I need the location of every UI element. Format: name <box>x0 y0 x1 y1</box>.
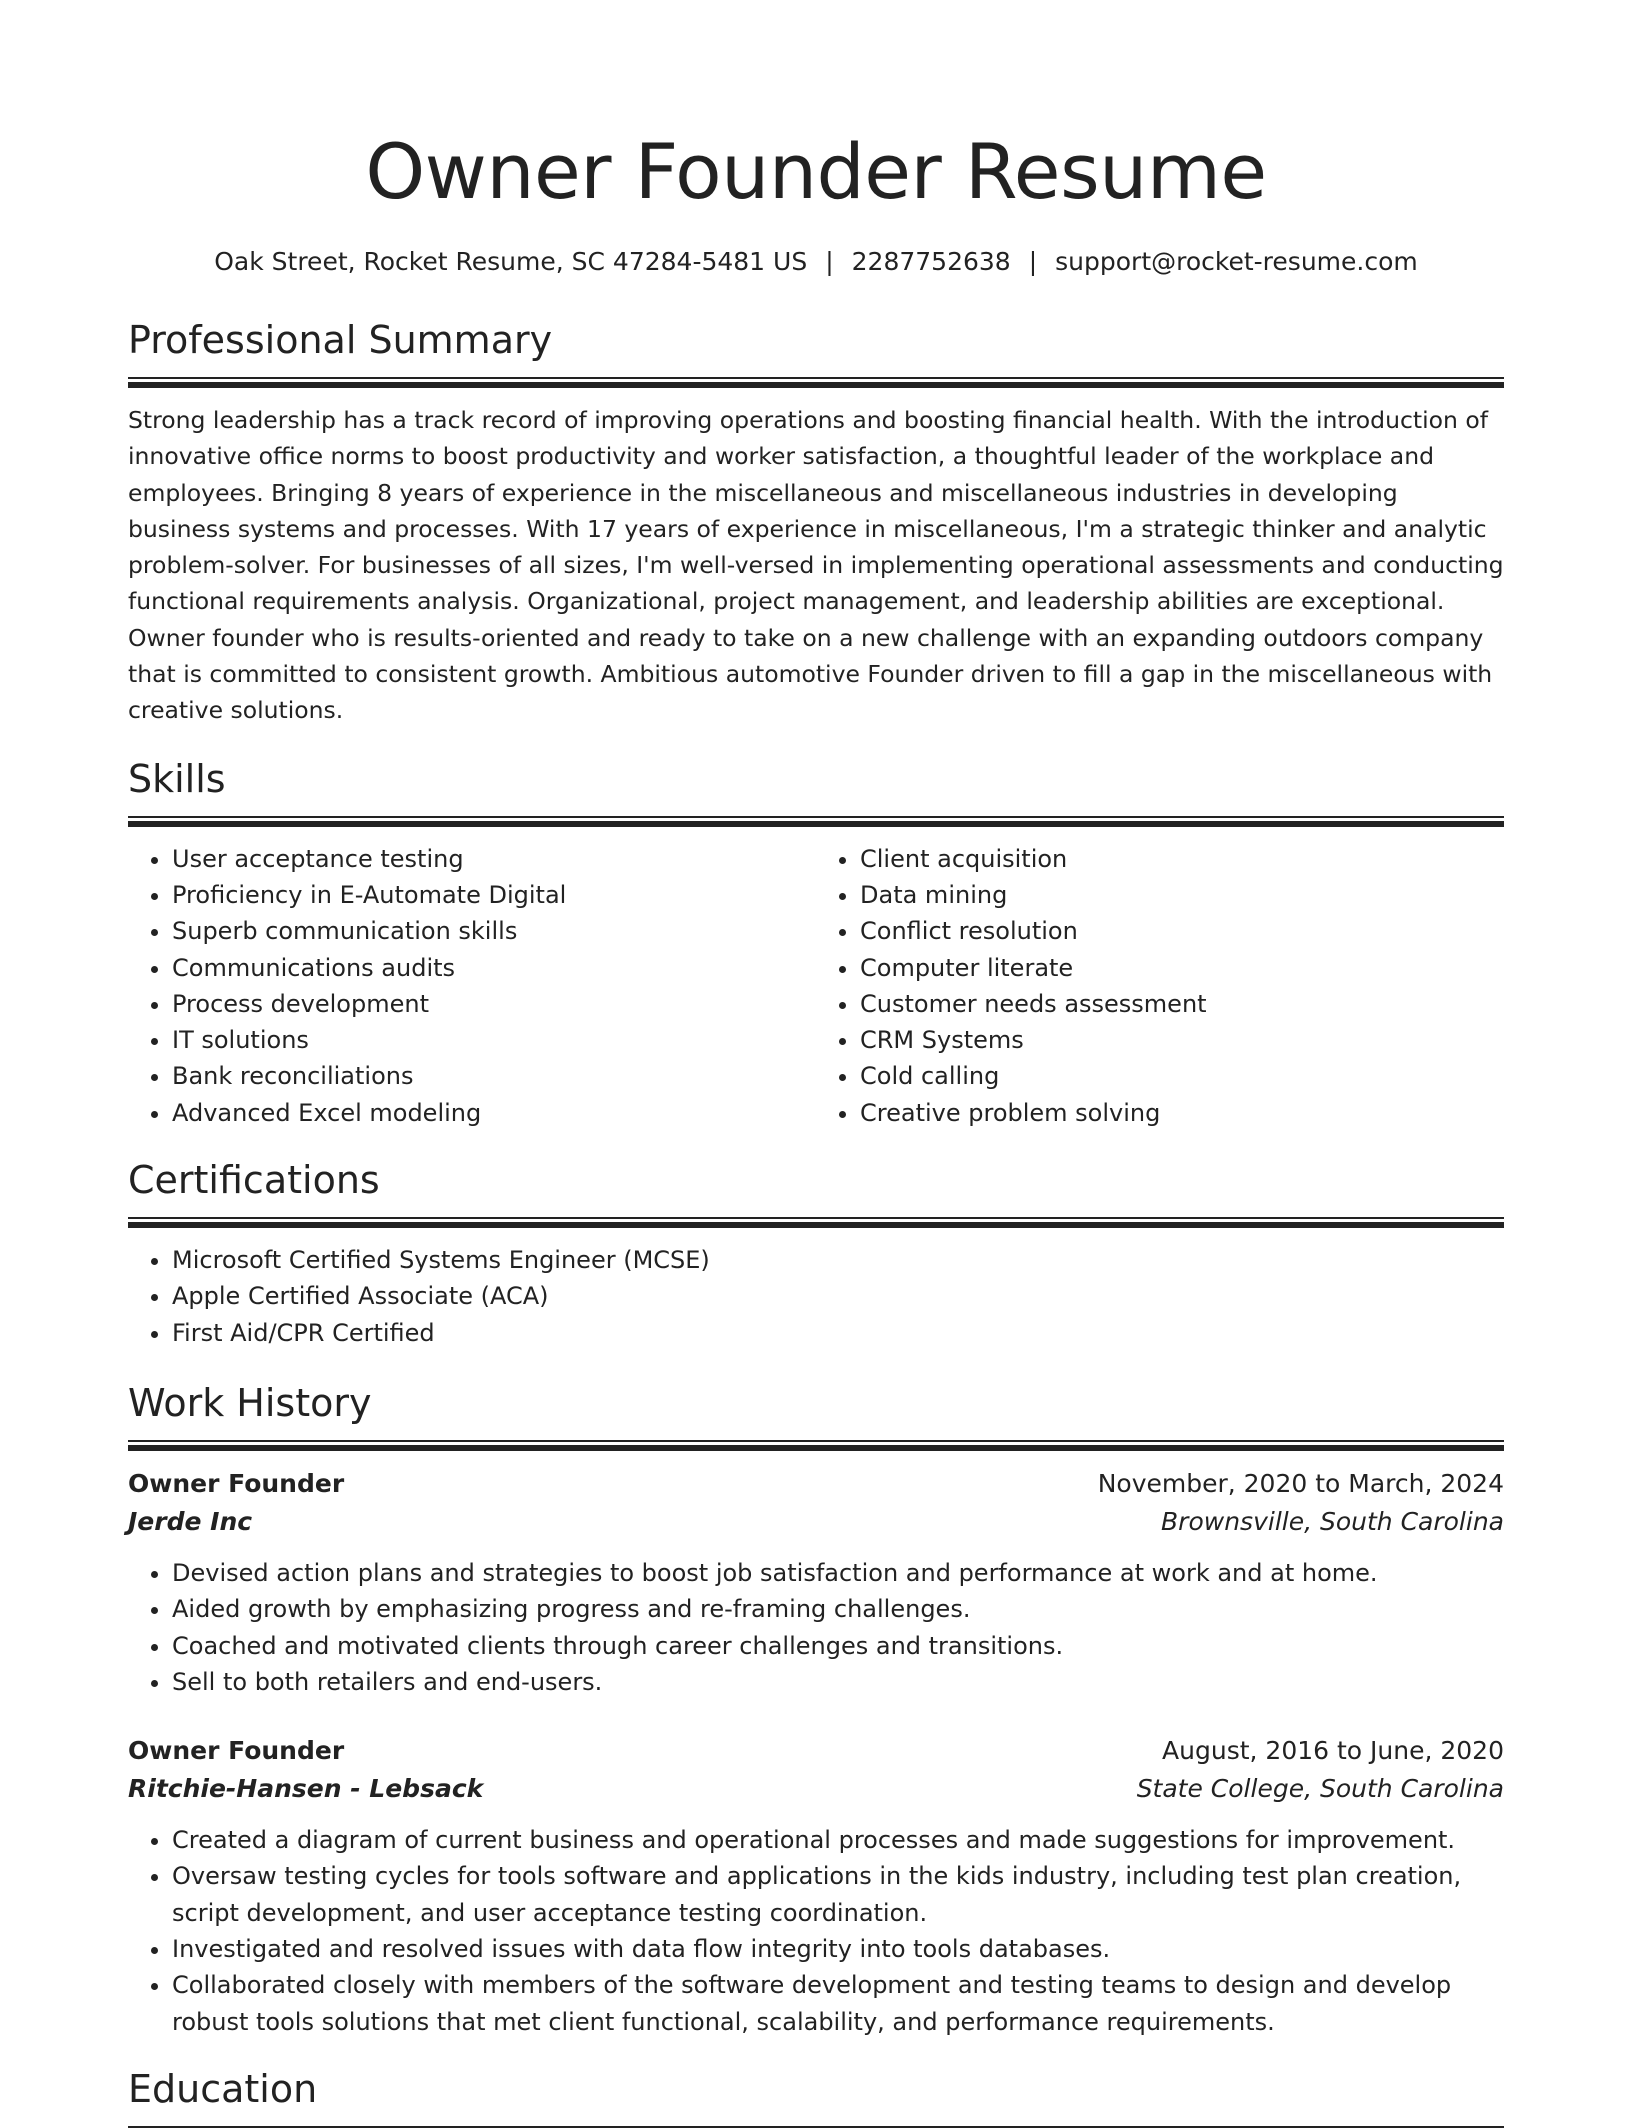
job-subheader-row <box>128 1770 1504 1808</box>
skill-item: • IT solutions <box>172 1022 816 1058</box>
job-company: Ritchie-Hansen - Lebsack <box>128 1774 484 1804</box>
contact-email: support@rocket-resume.com <box>1055 247 1418 276</box>
skill-item: • Creative problem solving <box>860 1095 1504 1131</box>
section-divider <box>128 377 1504 388</box>
job-bullet: • Collaborated closely with members of the software development and testing teams to design and develop robust tools solutions that met client functional, scalability, and performance requirements. <box>172 1967 1504 2040</box>
skill-item: • Advanced Excel modeling <box>172 1095 816 1131</box>
work-history-section <box>128 1378 1504 2040</box>
job-bullet: • Coached and motivated clients through career challenges and transitions. <box>172 1628 1504 1664</box>
contact-separator: | <box>825 247 834 276</box>
job-header-row <box>128 1732 1504 1770</box>
job-company: Jerde Inc <box>128 1506 253 1536</box>
section-heading-certifications: Certifications <box>128 1158 380 1203</box>
skills-section <box>128 754 1504 1131</box>
skill-item: • Cold calling <box>860 1058 1504 1094</box>
job-dates: November, 2020 to March, 2024 <box>1097 1468 1504 1498</box>
skill-item: • Superb communication skills <box>172 913 816 949</box>
contact-phone: 2287752638 <box>851 247 1011 276</box>
job-entry <box>128 1732 1504 2040</box>
skill-item: • User acceptance testing <box>172 841 816 877</box>
job-bullet: • Investigated and resolved issues with data flow integrity into tools databases. <box>172 1931 1504 1967</box>
section-divider <box>128 1440 1504 1451</box>
summary-section <box>128 315 1504 729</box>
skill-item: • Proficiency in E-Automate Digital <box>172 877 816 913</box>
contact-separator: | <box>1028 247 1038 276</box>
certification-item: • Microsoft Certified Systems Engineer (MCSE) <box>172 1242 1504 1278</box>
skill-item: • Conflict resolution <box>860 913 1504 949</box>
section-heading-education: Education <box>128 2066 318 2111</box>
job-bullet: • Oversaw testing cycles for tools software and applications in the kids industry, including test plan creation, script development, and user acceptance testing coordination. <box>172 1858 1504 1931</box>
job-bullet: • Devised action plans and strategies to boost job satisfaction and performance at work and at home. <box>172 1555 1504 1591</box>
job-bullet: • Aided growth by emphasizing progress and re-framing challenges. <box>172 1591 1504 1627</box>
contact-address: Oak Street, Rocket Resume, SC 47284-5481 US <box>214 247 808 276</box>
section-divider <box>128 816 1504 827</box>
job-bullet: • Sell to both retailers and end-users. <box>172 1664 1504 1700</box>
job-title: Owner Founder <box>128 1736 345 1766</box>
skill-item: • Process development <box>172 986 816 1022</box>
section-heading-skills: Skills <box>128 756 226 801</box>
job-header-row <box>128 1465 1504 1503</box>
section-divider <box>128 1217 1504 1228</box>
job-title: Owner Founder <box>128 1468 345 1498</box>
job-location: Brownsville, South Carolina <box>1161 1506 1504 1536</box>
job-location: State College, South Carolina <box>1136 1774 1504 1804</box>
certifications-list <box>128 1242 1504 1351</box>
job-bullet: • Created a diagram of current business and operational processes and made suggestions for improvement. <box>172 1822 1504 1858</box>
skills-list-right <box>816 841 1504 1131</box>
skill-item: • CRM Systems <box>860 1022 1504 1058</box>
skills-list-left <box>128 841 816 1131</box>
education-section <box>128 2064 1504 2128</box>
section-heading-work-history: Work History <box>128 1380 372 1425</box>
skill-item: • Customer needs assessment <box>860 986 1504 1022</box>
job-dates: August, 2016 to June, 2020 <box>1162 1736 1504 1766</box>
skill-item: • Communications audits <box>172 950 816 986</box>
certification-item: • Apple Certified Associate (ACA) <box>172 1278 1504 1314</box>
contact-line <box>128 244 1504 280</box>
resume-title: Owner Founder Resume <box>365 127 1267 216</box>
section-heading-summary: Professional Summary <box>128 318 553 362</box>
job-subheader-row <box>128 1503 1504 1541</box>
resume-page <box>128 0 1504 2128</box>
job-bullets <box>128 1555 1504 1700</box>
summary-text: Strong leadership has a track record of improving operations and boosting financial health. With the introduction of innovative office norms to boost productivity and worker satisfaction, a thoughtful leader of the workplace and employees. Bringing 8 years of experience in the miscellaneous and miscellaneous industries in developing business systems and processes. With 17 years of experience in miscellaneous, I'm a strategic thinker and analytic problem-solver. For businesses of all sizes, I'm well-versed in implementing operational assessments and conducting functional requirements analysis. Organizational, project management, and leadership abilities are exceptional. Owner founder who is results-oriented and ready to take on a new challenge with an expanding outdoors company that is committed to consistent growth. Ambitious automotive Founder driven to fill a gap in the miscellaneous with creative solutions. <box>128 406 1504 725</box>
job-entry <box>128 1465 1504 1700</box>
skill-item: • Computer literate <box>860 950 1504 986</box>
certification-item: • First Aid/CPR Certified <box>172 1315 1504 1351</box>
skills-columns <box>128 841 1504 1131</box>
skill-item: • Bank reconciliations <box>172 1058 816 1094</box>
skill-item: • Client acquisition <box>860 841 1504 877</box>
certifications-section <box>128 1155 1504 1351</box>
job-bullets <box>128 1822 1504 2040</box>
skill-item: • Data mining <box>860 877 1504 913</box>
